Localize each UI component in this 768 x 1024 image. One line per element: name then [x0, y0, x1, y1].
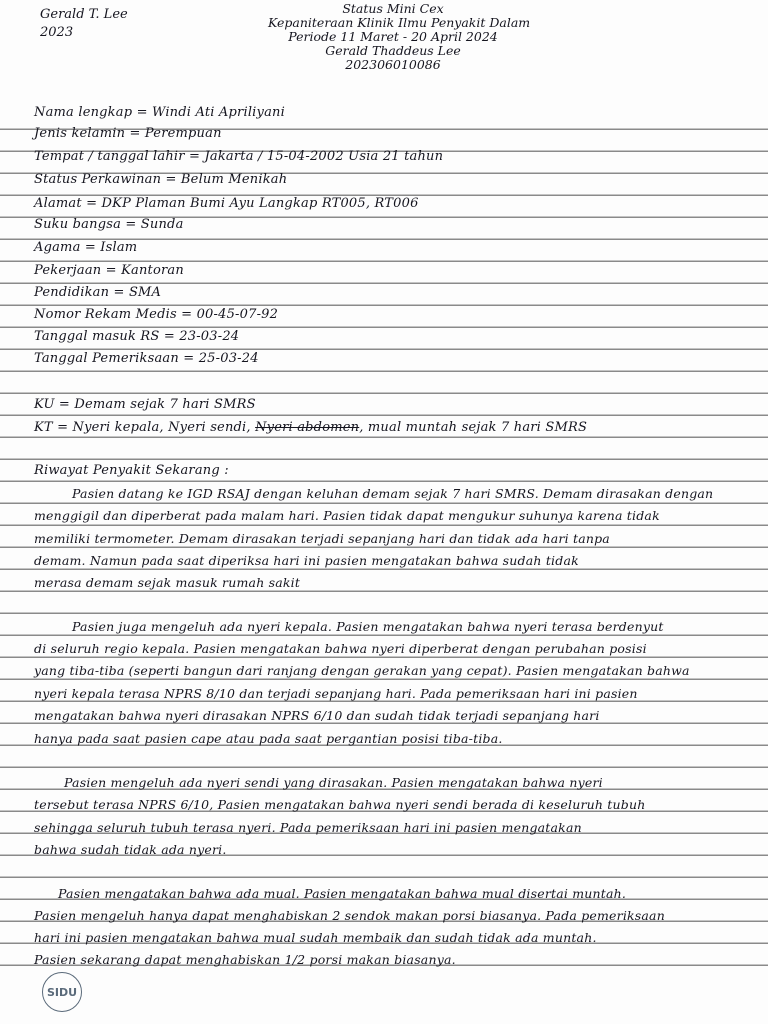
paragraph-line: demam. Namun pada saat diperiksa hari ini pasien mengatakan bahwa sudah tidak [34, 553, 579, 568]
student-id: 202306010086 [345, 57, 441, 72]
identity-line: Tempat / tanggal lahir = Jakarta / 15-04-2002 Usia 21 tahun [34, 149, 444, 164]
complaint-text: KT = Nyeri kepala, Nyeri sendi, [34, 420, 251, 435]
paragraph-line: tersebut terasa NPRS 6/10, Pasien mengatakan bahwa nyeri sendi berada di keseluruh tubuh [34, 797, 646, 812]
paragraph-line: mengatakan bahwa nyeri dirasakan NPRS 6/10 dan sudah tidak terjadi sepanjang hari [34, 708, 600, 723]
complaint-text: , mual muntah sejak 7 hari SMRS [359, 420, 588, 435]
identity-line: Nomor Rekam Medis = 00-45-07-92 [34, 307, 279, 322]
author-block [40, 6, 128, 42]
author-year: 2023 [40, 25, 74, 40]
document-header [268, 1, 531, 72]
paragraph-line: merasa demam sejak masuk rumah sakit [34, 575, 301, 590]
paragraph-line: menggigil dan diperberat pada malam hari. Pasien tidak dapat mengukur suhunya karena tidak [34, 508, 660, 523]
paragraph-line: nyeri kepala terasa NPRS 8/10 dan terjadi sepanjang hari. Pada pemeriksaan hari ini pasien [34, 686, 638, 701]
identity-line: Tanggal masuk RS = 23-03-24 [34, 329, 240, 344]
identity-line: Status Perkawinan = Belum Menikah [34, 172, 288, 187]
paragraph-line: Pasien mengeluh ada nyeri sendi yang dirasakan. Pasien mengatakan bahwa nyeri [64, 775, 603, 790]
struck-complaint: Nyeri abdomen [255, 420, 360, 435]
page-bottom-margin [0, 990, 768, 1024]
identity-line: Agama = Islam [34, 240, 138, 255]
paragraph-line: di seluruh regio kepala. Pasien mengatakan bahwa nyeri diperberat dengan perubahan posisi [34, 641, 647, 656]
main-complaint: KU = Demam sejak 7 hari SMRS [34, 397, 256, 412]
sidu-logo: SIDU [42, 972, 82, 1012]
paragraph-line: hanya pada saat pasien cape atau pada saat pergantian posisi tiba-tiba. [34, 731, 503, 746]
department: Kepaniteraan Klinik Ilmu Penyakit Dalam [268, 15, 531, 30]
paragraph-line: yang tiba-tiba (seperti bangun dari ranjang dengan gerakan yang cepat). Pasien mengatakan bahwa [34, 663, 690, 678]
section-heading: Riwayat Penyakit Sekarang : [34, 463, 229, 478]
identity-line: Jenis kelamin = Perempuan [34, 126, 222, 141]
author-name: Gerald T. Lee [40, 7, 128, 22]
paragraph-line: Pasien juga mengeluh ada nyeri kepala. Pasien mengatakan bahwa nyeri terasa berdenyut [72, 619, 664, 634]
identity-line: Pekerjaan = Kantoran [34, 263, 184, 278]
paragraph-line: Pasien mengatakan bahwa ada mual. Pasien mengatakan bahwa mual disertai muntah. [58, 886, 627, 901]
identity-line: Pendidikan = SMA [34, 285, 162, 300]
document-title: Status Mini Cex [342, 1, 444, 16]
identity-line: Alamat = DKP Plaman Bumi Ayu Langkap RT005, RT006 [34, 196, 419, 211]
paragraph-line: Pasien datang ke IGD RSAJ dengan keluhan demam sejak 7 hari SMRS. Demam dirasakan dengan [72, 486, 714, 501]
paragraph-line: bahwa sudah tidak ada nyeri. [34, 842, 227, 857]
paragraph-line: Pasien mengeluh hanya dapat menghabiskan 2 sendok makan porsi biasanya. Pada pemeriksaan [34, 908, 665, 923]
paragraph-line: sehingga seluruh tubuh terasa nyeri. Pada pemeriksaan hari ini pasien mengatakan [34, 820, 582, 835]
identity-line: Nama lengkap = Windi Ati Apriliyani [34, 105, 285, 120]
period: Periode 11 Maret - 20 April 2024 [288, 29, 498, 44]
identity-line: Tanggal Pemeriksaan = 25-03-24 [34, 351, 259, 366]
identity-line: Suku bangsa = Sunda [34, 217, 184, 232]
student-name: Gerald Thaddeus Lee [325, 43, 461, 58]
paragraph-line: Pasien sekarang dapat menghabiskan 1/2 porsi makan biasanya. [34, 952, 456, 967]
paragraph-line: hari ini pasien mengatakan bahwa mual sudah membaik dan sudah tidak ada muntah. [34, 930, 597, 945]
additional-complaint [34, 420, 587, 436]
paragraph-line: memiliki termometer. Demam dirasakan terjadi sepanjang hari dan tidak ada hari tanpa [34, 531, 610, 546]
